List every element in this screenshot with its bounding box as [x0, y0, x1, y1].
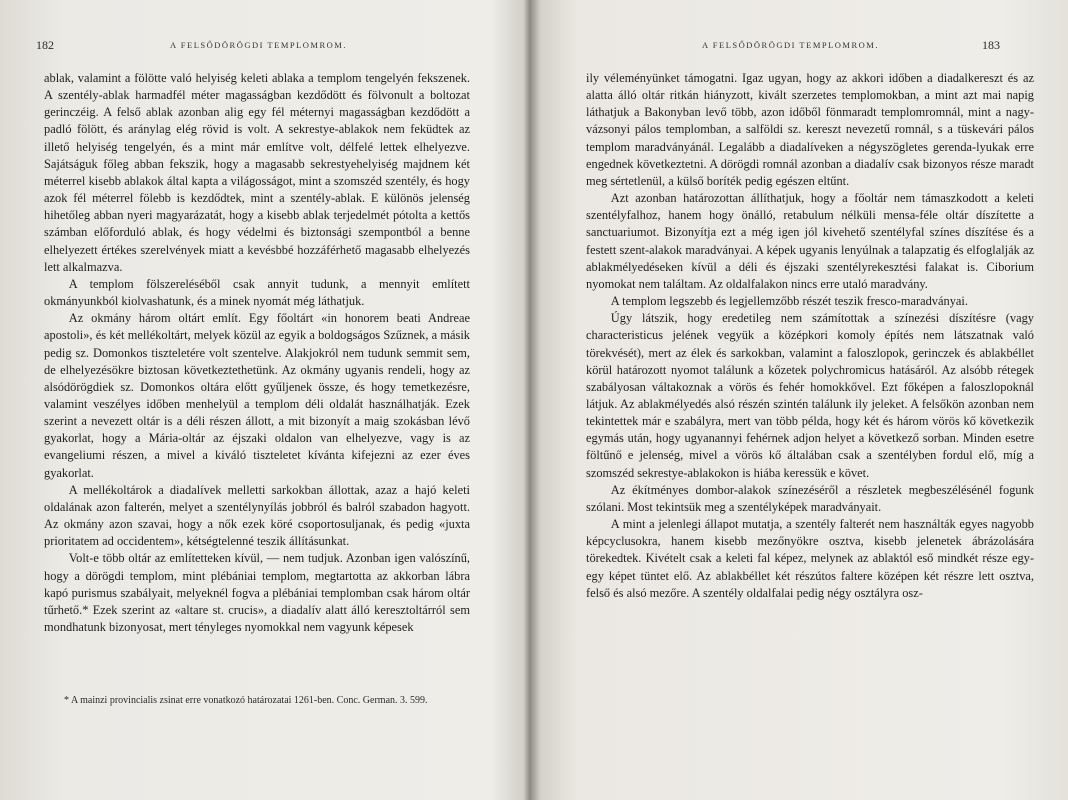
body-text — [44, 70, 470, 636]
paragraph: Volt-e több oltár az említetteken kívül, — nem tudjuk. Azonban igen valószínű, hogy a dörögdi templom, mint plébániai templom, megtartotta az akkorban lábra kapó purismus szabályait, melyeknél fogva a plébániai templomban csak három oltár tűrhető.* Ezek szerint az «altare st. crucis», a diadalív alatt álló keresztoltárról sem mondhatunk bizonyosat, mert tényleges nyomokkal nem vagyunk képesek — [44, 551, 470, 634]
left-page — [0, 0, 520, 800]
paragraph: ablak, valamint a fölötte való helyiség keleti ablaka a templom tengelyén fekszenek. A szentély-ablak harmadfél méter magasságban kezdődött és fölvonult a boltozat gerinczéig. A felső ablak azonban alig egy fél méternyi magasságban kezdődött a padló fölött, és aránylag elég rövid is volt. A sekrestye-ablakok nem feküdtek az illető helyiség tengelyén, és a mint már említve volt, délfelé lettek elhelyezve. Sajátságuk főleg abban fekszik, hogy a magasabb sekrestyehelyiség majdnem két méterrel kisebb ablakok által kapta a világosságot, mint a szomszéd szentély, és hogy azok fél méterrel fölebb is kezdődtek, mint a szentély-ablak. E különös jelenség hihetőleg abban nyeri magyarázatát, hogy a kisebb ablak terjedelmét pótolta a kettős számban előforduló ablak, és hogy védelmi és biztonsági szempontból a benne elhelyezett értékes szerelvények miatt a kevésbbé hozzáférhető magasabb elhelyezés lett alkalmazva. — [44, 71, 470, 274]
page-number: 183 — [982, 38, 1000, 52]
page-number: 182 — [36, 38, 54, 52]
paragraph: A templom legszebb és legjellemzőbb részét teszik fresco-maradványai. — [610, 294, 968, 309]
paragraph: A mint a jelenlegi állapot mutatja, a szentély falterét nem használták egyes nagyobb képcyclusokra, hanem kisebb mezőnyökre osztva, kisebb jelenetek ábrázolására törekedtek. Kivételt csak a keleti fal képez, melynek az ablaktól eső mindkét része egy-egy képet tüntet elő. Az ablakbéllet két részútos faltere középen két részre lett osztva, felső és alsó mezőre. A szentély oldalfalai pedig négy osztályra osz- — [586, 517, 1034, 600]
paragraph: Az ékítményes dombor-alakok színezéséről a részletek megbeszélésénél fogunk szólani. Most tekintsük meg a szentélyképek maradványait. — [586, 482, 1034, 514]
paragraph: A mellékoltárok a diadalívek melletti sarkokban állottak, azaz a hajó keleti oldalának azon falterén, melyet a szentélynyílás jobbról és balról szabadon hagyott. Az okmány azon szavai, hogy a nők ezek köré csoportosuljanak, és pedig «juxta prioritatem ad occidentem», kétségtelenné teszik állításunkat. — [44, 482, 470, 549]
right-page — [530, 0, 1068, 800]
footnote: * A mainzi provincialis zsinat erre vonatkozó határozatai 1261-ben. Conc. German. 3. 599. — [64, 695, 428, 706]
running-head: A FELSŐDÖRÖGDI TEMPLOMROM. — [170, 40, 347, 50]
paragraph: Azt azonban határozottan állíthatjuk, hogy a főoltár nem támaszkodott a keleti szentélyfalhoz, hanem hogy önálló, retabulum nélküli mensa-féle oltár díszítette a sanctuariumot. Bizonyítja ezt a még igen jól kivehető szentélyfal színes díszítése és a festett szent-alakok maradványai. A képek ugyanis lenyúlnak a talapzatig és elfoglalják az ablakmélyedéseken kívül a déli és éjszaki szentélyrekesztési falakat is. Ciborium nyomokat nem találtam. Az oldalfalakon nincs erre utaló maradvány. — [586, 191, 1034, 291]
paragraph: ily véleményünket támogatni. Igaz ugyan, hogy az akkori időben a diadalkereszt és az alatta álló oltár ritkán hiányzott, kivált szerzetes templomokban, a mint azt mai napig láthatjuk a Bakonyban levő több, azon időből fönmaradt templomromnál, mint a nagy-vázsonyi pálos templomban, a salföldi sz. kereszt nevezetű romnál, s a tüskevári pálos templom maradványánál. Legalább a diadalíveken a négyszögletes gerenda-lyukak erre engednek következtetni. A dörögdi romnál azonban a diadalív csak bizonyos része maradt meg sértetlenül, a külső boríték pedig egészen eltűnt. — [586, 71, 1034, 188]
body-text — [586, 70, 1034, 602]
paragraph: A templom fölszereléséből csak annyit tudunk, a mennyit említett okmányunkból kiolvashatunk, és a minek nyomát még láthatjuk. — [44, 276, 470, 309]
running-head: A FELSŐDÖRÖGDI TEMPLOMROM. — [702, 40, 879, 50]
paragraph: Úgy látszik, hogy eredetileg nem számítottak a színezési díszítésre (vagy characteristicus jelének vegyük a középkori komoly építés nem látszatnak való törekvését), mert az élek és sarkokban, valamint a faloszlopok, gerinczek és ablakbéllet körül határozott nyomot találunk a kőzetek polychromicus hatásáról. Az alsóbb rétegek szabályosan váltakoznak a vörös és fehér homokkővel. Ezt főképen a faloszlopoknál látjuk. Az ablakmélyedés alsó részén szintén találunk ily jeleket. A felsőkön azonban nem tekintettek már e szabályra, mert van több példa, hogy két és három vörös kő következik egymás után, hogy ugyanannyi fehérnek adjon helyet a következő sorban. Minden esetre föltűnő e jelenség, mivel a vörös kő általában csak a szentélyben fordul elő, míg a szomszéd sekrestye-ablakokon is hiába keressük e követ. — [586, 311, 1034, 480]
paragraph: Az okmány három oltárt említ. Egy főoltárt «in honorem beati Andreae apostoli», és két mellékoltárt, melyek közül az egyik a boldogságos Szűznek, a másik pedig sz. Domonkos tiszteletére volt szentelve. Alakjokról nem tudunk semmit sem, de elhelyezésökre biztosan következtethetünk. Az okmány ugyanis rendeli, hogy az alsódörögdiek sz. Domonkos oltára előtt gyűljenek össze, és hogy temetkezésre, valamint veszélyes időben menhelyül a templom déli oldalát használhatják. Ezek szerint a nevezett oltár is a déli részen állott, a mit bizonyít a maig szokásban lévő gyakorlat, hogy a Mária-oltár az éjszaki oldalon van elhelyezve, vagy is az evangeliumi részen, a mivel a kiváló tiszteletet kívánta kifejezni az ezer éves gyakorlat. — [44, 311, 470, 480]
